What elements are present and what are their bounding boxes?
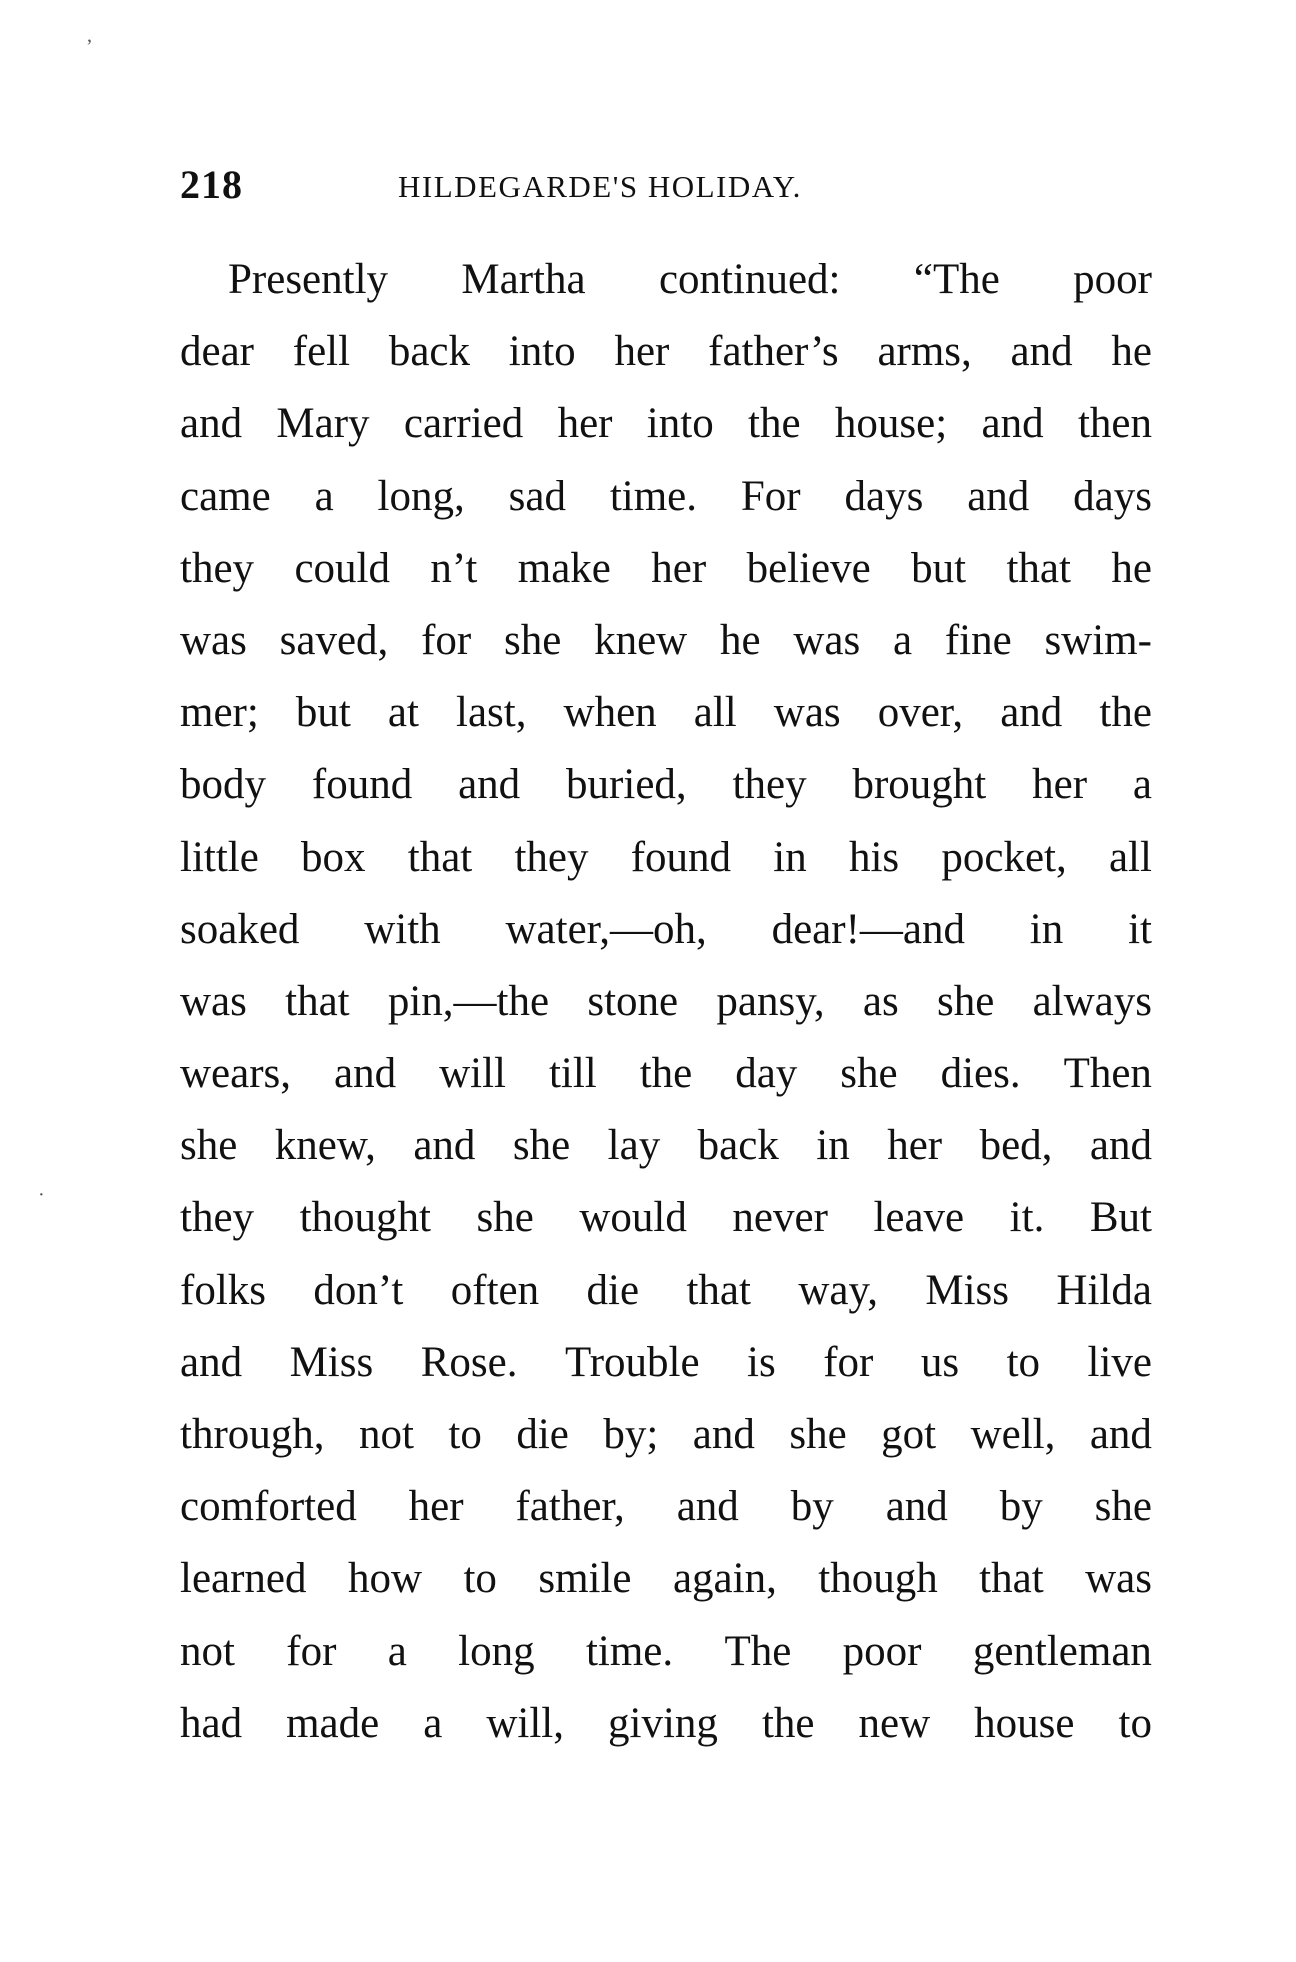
word: us bbox=[920, 1338, 960, 1386]
word: back bbox=[388, 328, 471, 376]
word: they bbox=[732, 761, 807, 809]
word: and bbox=[1089, 1122, 1152, 1170]
text-line bbox=[180, 1688, 1152, 1760]
word: Miss bbox=[925, 1266, 1009, 1314]
word: they bbox=[180, 544, 255, 592]
word: n’t bbox=[430, 544, 478, 592]
word: pocket, bbox=[941, 833, 1067, 881]
word: time. bbox=[585, 1627, 674, 1675]
word: to bbox=[448, 1411, 482, 1458]
word: knew bbox=[594, 616, 688, 664]
text-line bbox=[180, 388, 1152, 460]
word: it bbox=[1128, 905, 1152, 953]
word: continued: bbox=[658, 256, 841, 303]
word: a bbox=[423, 1699, 443, 1747]
word: with bbox=[364, 905, 441, 953]
word: fell bbox=[292, 328, 351, 376]
word: and bbox=[1000, 689, 1063, 737]
text-line bbox=[180, 677, 1152, 749]
text-line bbox=[180, 1182, 1152, 1254]
word: dear!—and bbox=[771, 905, 965, 953]
word: he bbox=[1111, 328, 1152, 376]
word: they bbox=[180, 1194, 255, 1242]
word: poor bbox=[842, 1627, 922, 1675]
word: made bbox=[286, 1699, 380, 1747]
word: to bbox=[1006, 1338, 1041, 1386]
scan-mark: · bbox=[38, 1184, 45, 1206]
word: that bbox=[407, 833, 473, 881]
word: is bbox=[747, 1338, 776, 1386]
word: at bbox=[387, 689, 419, 737]
word: but bbox=[911, 544, 967, 592]
word: found bbox=[630, 833, 732, 881]
text-line bbox=[180, 1616, 1152, 1688]
text-line bbox=[180, 749, 1152, 821]
word: for bbox=[421, 616, 472, 664]
word: was bbox=[180, 977, 247, 1025]
word: her bbox=[651, 544, 707, 592]
word: was bbox=[793, 616, 861, 664]
word: by bbox=[999, 1483, 1043, 1531]
word: to bbox=[463, 1555, 497, 1603]
word: dear bbox=[180, 328, 254, 376]
word: don’t bbox=[313, 1266, 404, 1314]
word: for bbox=[286, 1627, 337, 1675]
word: he bbox=[719, 616, 761, 664]
word: into bbox=[508, 328, 576, 376]
word: Trouble bbox=[564, 1338, 700, 1386]
word: to bbox=[1118, 1699, 1152, 1747]
word: through, bbox=[180, 1411, 325, 1458]
text-line bbox=[180, 1399, 1152, 1471]
word: swim- bbox=[1044, 616, 1152, 664]
text-line bbox=[180, 533, 1152, 605]
word: in bbox=[1029, 905, 1064, 953]
word: smile bbox=[538, 1555, 632, 1603]
word: she bbox=[476, 1194, 534, 1242]
word: Hilda bbox=[1056, 1266, 1152, 1314]
word: how bbox=[347, 1555, 423, 1603]
text-line bbox=[180, 822, 1152, 894]
word: Miss bbox=[289, 1338, 374, 1386]
word: and bbox=[180, 400, 243, 448]
word: they bbox=[514, 833, 589, 881]
word: and bbox=[458, 761, 521, 809]
word: mer; bbox=[180, 689, 259, 737]
word: well, bbox=[970, 1411, 1056, 1458]
word: leave bbox=[873, 1194, 965, 1242]
word: poor bbox=[1073, 256, 1152, 303]
word: way, bbox=[798, 1266, 878, 1314]
word: and bbox=[885, 1483, 948, 1531]
word: a bbox=[1132, 761, 1152, 809]
word: pin,—the bbox=[387, 977, 550, 1025]
word: wears, bbox=[180, 1050, 292, 1098]
word: was bbox=[773, 689, 841, 737]
word: her bbox=[557, 400, 613, 448]
word: will bbox=[439, 1050, 506, 1098]
word: father’s bbox=[708, 328, 839, 376]
text-line bbox=[180, 461, 1152, 533]
word: was bbox=[180, 616, 247, 664]
word: could bbox=[294, 544, 390, 592]
word: she bbox=[180, 1122, 238, 1170]
word: her bbox=[1032, 761, 1088, 809]
word: Presently bbox=[228, 256, 389, 303]
word: that bbox=[285, 977, 350, 1025]
word: brought bbox=[852, 761, 987, 809]
word: giving bbox=[608, 1699, 718, 1747]
word: again, bbox=[672, 1555, 777, 1603]
word: her bbox=[887, 1122, 943, 1170]
word: and bbox=[334, 1050, 397, 1098]
text-line bbox=[180, 1327, 1152, 1399]
word: thought bbox=[299, 1194, 431, 1242]
text-line bbox=[180, 316, 1152, 388]
word: as bbox=[862, 977, 899, 1025]
word: her bbox=[408, 1483, 464, 1531]
word: then bbox=[1077, 400, 1152, 448]
word: he bbox=[1111, 544, 1152, 592]
word: got bbox=[881, 1411, 937, 1458]
word: gentleman bbox=[972, 1627, 1152, 1675]
word: into bbox=[646, 400, 714, 448]
word: often bbox=[450, 1266, 540, 1314]
word: not bbox=[180, 1627, 235, 1675]
text-line bbox=[180, 1110, 1152, 1182]
word: comforted bbox=[180, 1483, 357, 1531]
body-text bbox=[180, 244, 1152, 1760]
word: days bbox=[1073, 472, 1152, 520]
word: was bbox=[1085, 1555, 1152, 1603]
word: till bbox=[548, 1050, 597, 1098]
word: The bbox=[724, 1627, 792, 1675]
word: back bbox=[697, 1122, 779, 1170]
word: when bbox=[563, 689, 657, 737]
word: body bbox=[180, 761, 266, 809]
word: she bbox=[789, 1411, 847, 1458]
word: her bbox=[614, 328, 670, 376]
page-header bbox=[180, 160, 1140, 210]
word: in bbox=[773, 833, 807, 881]
word: a bbox=[387, 1627, 407, 1675]
word: days bbox=[844, 472, 924, 520]
word: father, bbox=[515, 1483, 625, 1531]
word: the bbox=[639, 1050, 693, 1098]
word: Then bbox=[1063, 1050, 1152, 1098]
text-line bbox=[180, 1038, 1152, 1110]
word: Mary bbox=[276, 400, 370, 448]
page-number: 218 bbox=[180, 162, 243, 207]
word: not bbox=[359, 1411, 414, 1458]
word: sad bbox=[508, 472, 566, 520]
word: she bbox=[503, 616, 562, 664]
word: long bbox=[458, 1627, 535, 1675]
word: all bbox=[693, 689, 737, 737]
word: Rose. bbox=[420, 1338, 518, 1386]
word: she bbox=[840, 1050, 898, 1098]
word: that bbox=[979, 1555, 1044, 1603]
word: learned bbox=[180, 1555, 307, 1603]
word: knew, bbox=[274, 1122, 376, 1170]
text-line bbox=[180, 894, 1152, 966]
word: she bbox=[936, 977, 995, 1025]
word: all bbox=[1108, 833, 1152, 881]
word: and bbox=[692, 1411, 755, 1458]
word: always bbox=[1032, 977, 1152, 1025]
word: would bbox=[579, 1194, 687, 1242]
word: “The bbox=[913, 256, 1000, 303]
word: buried, bbox=[566, 761, 687, 809]
text-line bbox=[180, 1471, 1152, 1543]
word: water,—oh, bbox=[505, 905, 707, 953]
word: day bbox=[735, 1050, 798, 1098]
word: die bbox=[516, 1411, 569, 1458]
word: over, bbox=[877, 689, 964, 737]
word: and bbox=[967, 472, 1030, 520]
word: by bbox=[790, 1483, 834, 1531]
word: the bbox=[761, 1699, 815, 1747]
word: but bbox=[295, 689, 351, 737]
word: had bbox=[180, 1699, 243, 1747]
word: bed, bbox=[979, 1122, 1053, 1170]
word: little bbox=[180, 833, 259, 881]
word: by; bbox=[603, 1411, 659, 1458]
word: that bbox=[1006, 544, 1071, 592]
word: and bbox=[1010, 328, 1073, 376]
text-line bbox=[180, 966, 1152, 1038]
word: live bbox=[1087, 1338, 1152, 1386]
word: that bbox=[686, 1266, 751, 1314]
word: his bbox=[848, 833, 900, 881]
word: folks bbox=[180, 1266, 266, 1314]
word: box bbox=[301, 833, 366, 881]
word: will, bbox=[486, 1699, 565, 1747]
word: carried bbox=[403, 400, 524, 448]
word: But bbox=[1089, 1194, 1152, 1242]
word: saved, bbox=[279, 616, 389, 664]
word: die bbox=[586, 1266, 640, 1314]
word: believe bbox=[746, 544, 871, 592]
word: a bbox=[892, 616, 913, 664]
word: she bbox=[512, 1122, 571, 1170]
word: make bbox=[517, 544, 611, 592]
word: last, bbox=[456, 689, 527, 737]
word: in bbox=[816, 1122, 850, 1170]
word: fine bbox=[944, 616, 1012, 664]
word: the bbox=[748, 400, 801, 448]
word: and bbox=[676, 1483, 739, 1531]
word: never bbox=[732, 1194, 828, 1242]
word: stone bbox=[587, 977, 679, 1025]
word: house; bbox=[834, 400, 948, 448]
word: For bbox=[740, 472, 801, 520]
word: house bbox=[974, 1699, 1075, 1747]
word: for bbox=[823, 1338, 874, 1386]
scan-mark: ʼ bbox=[86, 36, 93, 58]
word: though bbox=[818, 1555, 938, 1603]
word: soaked bbox=[180, 905, 300, 953]
word: dies. bbox=[940, 1050, 1021, 1098]
word: a bbox=[314, 472, 334, 520]
word: and bbox=[413, 1122, 476, 1170]
word: Martha bbox=[461, 256, 586, 303]
running-title: HILDEGARDE'S HOLIDAY. bbox=[398, 169, 802, 204]
text-line bbox=[180, 1543, 1152, 1615]
word: time. bbox=[609, 472, 698, 520]
word: lay bbox=[607, 1122, 661, 1170]
word: new bbox=[858, 1699, 931, 1747]
word: and bbox=[180, 1338, 243, 1386]
text-line bbox=[180, 244, 1152, 316]
text-line bbox=[180, 605, 1152, 677]
word: and bbox=[1089, 1411, 1152, 1458]
word: it. bbox=[1009, 1194, 1045, 1242]
text-line bbox=[180, 1255, 1152, 1327]
word: arms, bbox=[877, 328, 972, 376]
word: came bbox=[180, 472, 271, 520]
word: and bbox=[981, 400, 1044, 448]
word: found bbox=[311, 761, 413, 809]
word: long, bbox=[377, 472, 465, 520]
word: she bbox=[1094, 1483, 1152, 1531]
word: pansy, bbox=[716, 977, 825, 1025]
word: the bbox=[1099, 689, 1152, 737]
